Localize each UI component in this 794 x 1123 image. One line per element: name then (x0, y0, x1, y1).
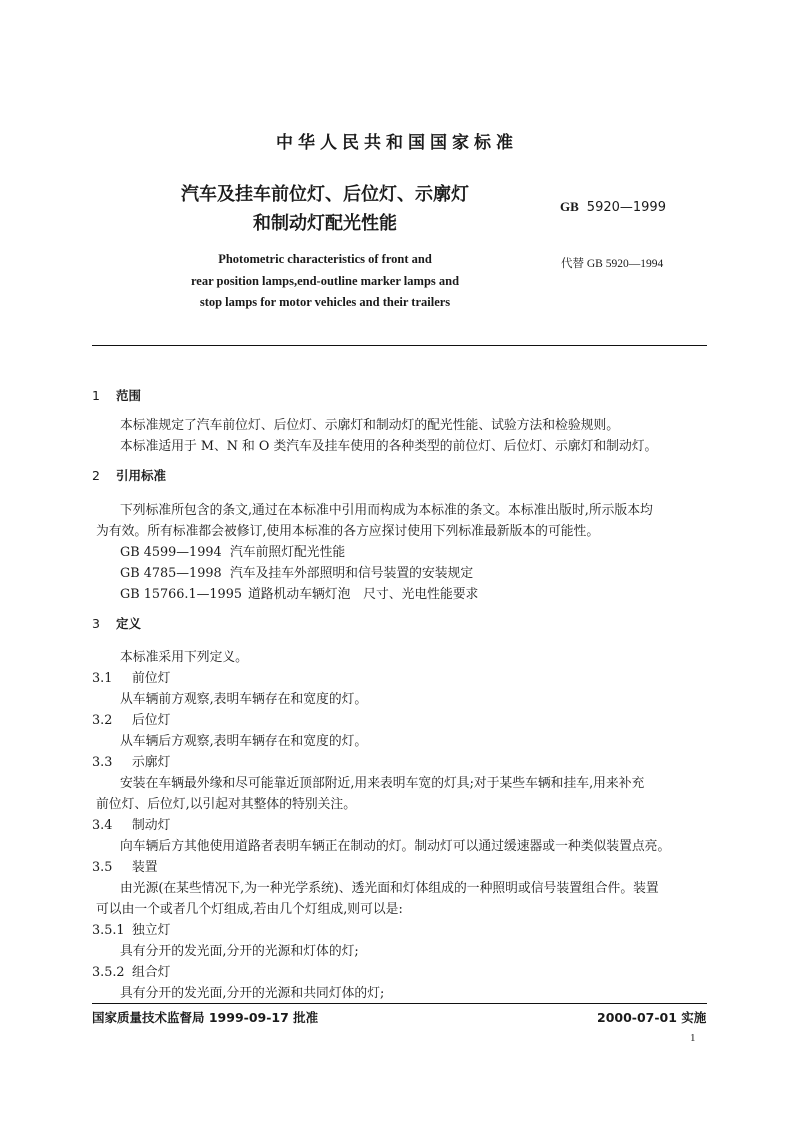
definition-text: 由光源(在某些情况下,为一种光学系统)、透光面和灯体组成的一种照明或信号装置组合件。装置 (120, 881, 659, 896)
title-cn-line-2: 和制动灯配光性能 (253, 213, 397, 234)
document-title-en (150, 249, 500, 314)
definition-text: 从车辆后方观察,表明车辆存在和宽度的灯。 (120, 734, 368, 749)
footer-divider (92, 1003, 707, 1004)
definition-heading-3-4: 3.4 制动灯 (92, 818, 171, 833)
header-divider (92, 345, 707, 346)
gb-prefix: GB (560, 199, 579, 214)
definition-text: 具有分开的发光面,分开的光源和共同灯体的灯; (120, 986, 385, 1001)
paragraph: 为有效。所有标准都会被修订,使用本标准的各方应探讨使用下列标准最新版本的可能性。 (96, 524, 600, 539)
gb-number: 5920—1999 (586, 200, 666, 215)
reference-item: GB 15766.1—1995 道路机动车辆灯泡 尺寸、光电性能要求 (120, 587, 479, 602)
definition-heading-3-1: 3.1 前位灯 (92, 671, 171, 686)
replaces-standard: 代替 GB 5920—1994 (561, 258, 664, 270)
reference-item: GB 4785—1998 汽车及挂车外部照明和信号装置的安装规定 (120, 566, 474, 581)
definition-text: 具有分开的发光面,分开的光源和灯体的灯; (120, 944, 359, 959)
definition-text: 安装在车辆最外缘和尽可能靠近顶部附近,用来表明车宽的灯具;对于某些车辆和挂车,用来补充 (120, 776, 645, 791)
paragraph: 本标准规定了汽车前位灯、后位灯、示廓灯和制动灯的配光性能、试验方法和检验规则。 (120, 418, 620, 433)
paragraph: 本标准采用下列定义。 (120, 650, 248, 665)
title-en-line-2: rear position lamps,end-outline marker lamps and (190, 273, 460, 288)
title-cn-line-1: 汽车及挂车前位灯、后位灯、示廓灯 (181, 184, 469, 205)
definition-heading-3-2: 3.2 后位灯 (92, 713, 171, 728)
title-en-line-1: Photometric characteristics of front and (218, 252, 432, 266)
section-heading-1: 1 范围 (92, 388, 142, 403)
paragraph: 本标准适用于 M、N 和 O 类汽车及挂车使用的各种类型的前位灯、后位灯、示廓灯和制动灯。 (120, 439, 658, 454)
definition-heading-3-5: 3.5 装置 (92, 860, 158, 875)
section-heading-2: 2 引用标准 (92, 468, 167, 483)
implementation-date: 2000-07-01 实施 (597, 1010, 707, 1025)
page-number: 1 (690, 1032, 696, 1044)
section-heading-3: 3 定义 (92, 616, 142, 631)
standard-number (560, 199, 666, 215)
definition-text: 前位灯、后位灯,以引起对其整体的特别关注。 (96, 797, 357, 812)
national-standard-heading: 中华人民共和国国家标准 (276, 133, 518, 153)
paragraph: 下列标准所包含的条文,通过在本标准中引用而构成为本标准的条文。本标准出版时,所示版本均 (120, 503, 653, 518)
definition-text: 向车辆后方其他使用道路者表明车辆正在制动的灯。制动灯可以通过缓速器或一种类似装置点亮。 (120, 839, 671, 854)
definition-text: 可以由一个或者几个灯组成,若由几个灯组成,则可以是: (96, 902, 403, 917)
reference-item: GB 4599—1994 汽车前照灯配光性能 (120, 545, 346, 560)
title-en-line-3: stop lamps for motor vehicles and their trailers (199, 295, 451, 309)
document-title-cn (160, 180, 490, 238)
definition-heading-3-5-2: 3.5.2 组合灯 (92, 965, 171, 980)
definition-text: 从车辆前方观察,表明车辆存在和宽度的灯。 (120, 692, 368, 707)
approval-date: 国家质量技术监督局 1999-09-17 批准 (92, 1010, 319, 1025)
definition-heading-3-3: 3.3 示廓灯 (92, 755, 171, 770)
definition-heading-3-5-1: 3.5.1 独立灯 (92, 923, 171, 938)
